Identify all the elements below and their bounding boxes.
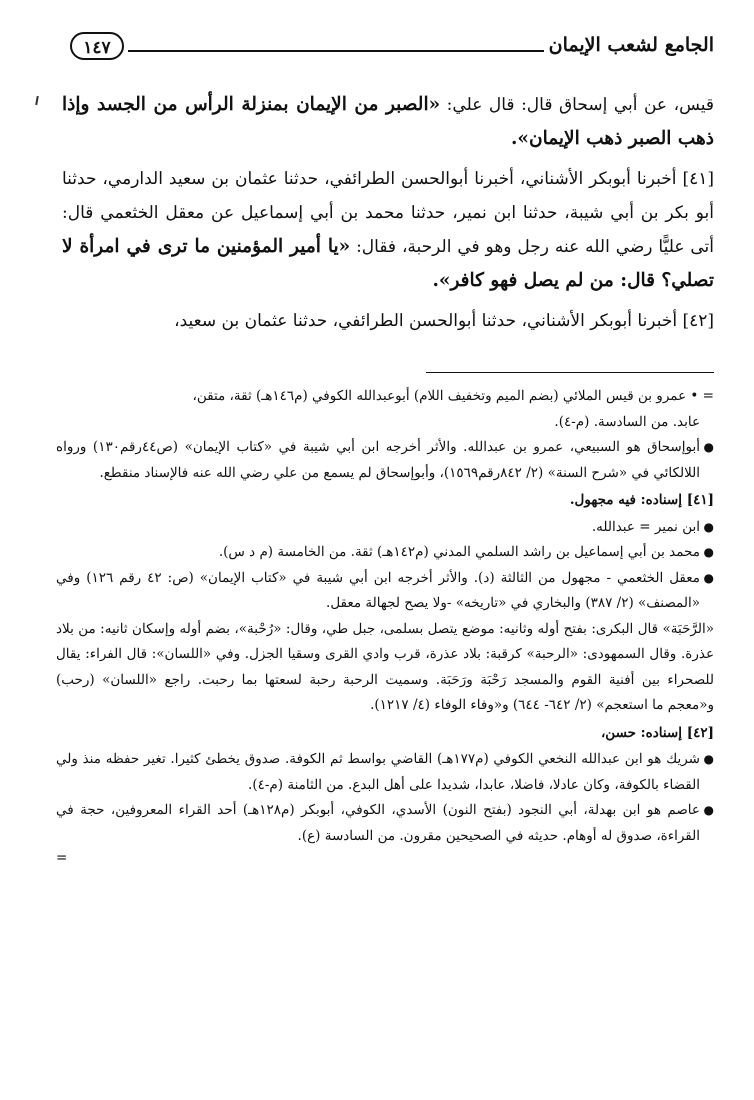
footnote-text: محمد بن أبي إسماعيل بن راشد السلمي المدني (م١٤٢هـ) ثقة. من الخامسة (م د س). <box>218 544 700 560</box>
bullet-icon: ● <box>703 752 714 766</box>
footnote-item <box>56 747 714 798</box>
paragraph-41-quote: «يا أمير المؤمنين ما ترى في امرأة لا تصلي؟ قال: من لم يصل فهو كافر». <box>62 236 714 291</box>
footnote-text: أبوإسحاق هو السبيعي، عمرو بن عبدالله. والأثر أخرجه ابن أبي شيبة في «كتاب الإيمان» (ص٤٤رقم١٣٠) ورواه اللالكائي في «شرح السنة» (٢/ ٨٤٢رقم١٥٦٩)، وأبوإسحاق لم يسمع من علي رضي الله عنه فالإسناد منقطع. <box>56 439 700 481</box>
paragraph-41 <box>62 162 714 298</box>
footnote-line: = • عمرو بن قيس الملائي (بضم الميم وتخفيف اللام) أبوعبدالله الكوفي (م١٤٦هـ) ثقة، متقن، <box>192 388 714 404</box>
footnote-text: ابن نمير = عبدالله. <box>591 518 700 535</box>
footnote-heading-41: [٤١] إسناده: فيه مجهول. <box>569 492 714 508</box>
footnote-separator <box>426 372 714 373</box>
paragraph-41-text: [٤١] أخبرنا أبوبكر الأشناني، أخبرنا أبوالحسن الطرائفي، حدثنا عثمان بن سعيد الدارمي، حدثنا أبو بكر بن أبي شيبة، حدثنا ابن نمير، حدثنا محمد بن أبي إسماعيل عن معقل الخثعمي قال: أتى عليًّا رضي الله عنه رجل وهو في الرحبة، فقال: <box>62 169 714 257</box>
footnote-item <box>56 435 714 486</box>
continuation-mark: = <box>56 850 68 866</box>
paragraph-42 <box>62 304 714 338</box>
bullet-icon: ● <box>703 570 714 585</box>
paragraph-1 <box>62 88 714 156</box>
footnote-item <box>56 515 714 541</box>
footnote-text: معقل الخثعمي - مجهول من الثالثة (د). والأثر أخرجه ابن أبي شيبة في «كتاب الإيمان» (ص: ٤٢ رقم ١٢٦) وفي «المصنف» (٢/ ٣٨٧) والبخاري في «تاريخه» -ولا يصح لجهالة معقل. <box>56 569 700 611</box>
footnote-heading-42: [٤٢] إسناده: حسن، <box>600 724 714 741</box>
footnote-item <box>56 798 714 849</box>
bullet-icon: ● <box>703 545 714 559</box>
bullet-icon: ● <box>703 803 714 817</box>
footnote-text: «الرَّحَبَة» قال البكرى: بفتح أوله وثانيه: موضع يتصل بسلمى، جبل طي، وقال: «رُحْبة»، بضم أوله وإسكان ثانيه: من بلاد عذرة. وقال السمهودى: «الرحبة» كرقبة: بلاد عذرة، قرب وادي القرى وسقيا الجزل. وفي «اللسان»: قال الفراء: يقال للصحراء بين أفنية القوم والمسجد رَحْبَة ورَحَبَة. وسميت الرحبة رحبة لسعتها بما رحبت. راجع «اللسان» (رحب) و«معجم ما استعجم» (٢/ ٦٤٢- ٦٤٤) و«وفاء الوفاء (٤/ ١٢١٧). <box>56 620 714 713</box>
margin-mark <box>35 96 39 105</box>
paragraph-1-quote: «الصبر من الإيمان بمنزلة الرأس من الجسد وإذا ذهب الصبر ذهب الإيمان». <box>62 94 714 149</box>
footnote-text: شريك هو ابن عبدالله النخعي الكوفي (م١٧٧هـ) القاضي بواسط ثم الكوفة. صدوق يخطئ كثيرا. تغير حفظه منذ ولي القضاء بالكوفة، وكان عادلا، فاضلا، عابدا، شديدا على أهل البدع. من الثامنة (م-٤). <box>56 751 700 793</box>
page-header <box>70 30 714 66</box>
running-title: الجامع لشعب الإيمان <box>548 34 714 56</box>
header-rule <box>128 50 544 52</box>
paragraph-1-text: قيس، عن أبي إسحاق قال: قال علي: <box>440 95 714 115</box>
footnote-text: عاصم هو ابن بهدلة، أبي النجود (بفتح النون) الأسدي، الكوفي، أبوبكر (م١٢٨هـ) أحد القراء المعروفين، حجة في القراءة، صدوق له أوهام. حديثه في الصحيحين مقرون. من السادسة (ع). <box>56 802 700 844</box>
main-text <box>62 88 714 344</box>
footnotes <box>56 384 714 867</box>
footnote-item <box>56 566 714 617</box>
bullet-icon: ● <box>703 440 714 454</box>
footnote-line: عابد. من السادسة. (م-٤). <box>554 413 700 430</box>
footnote-item <box>56 540 714 566</box>
paragraph-42-text: [٤٢] أخبرنا أبوبكر الأشناني، حدثنا أبوالحسن الطرائفي، حدثنا عثمان بن سعيد، <box>174 311 714 331</box>
bullet-icon: ● <box>703 519 714 534</box>
page-number: ١٤٧ <box>70 32 124 60</box>
